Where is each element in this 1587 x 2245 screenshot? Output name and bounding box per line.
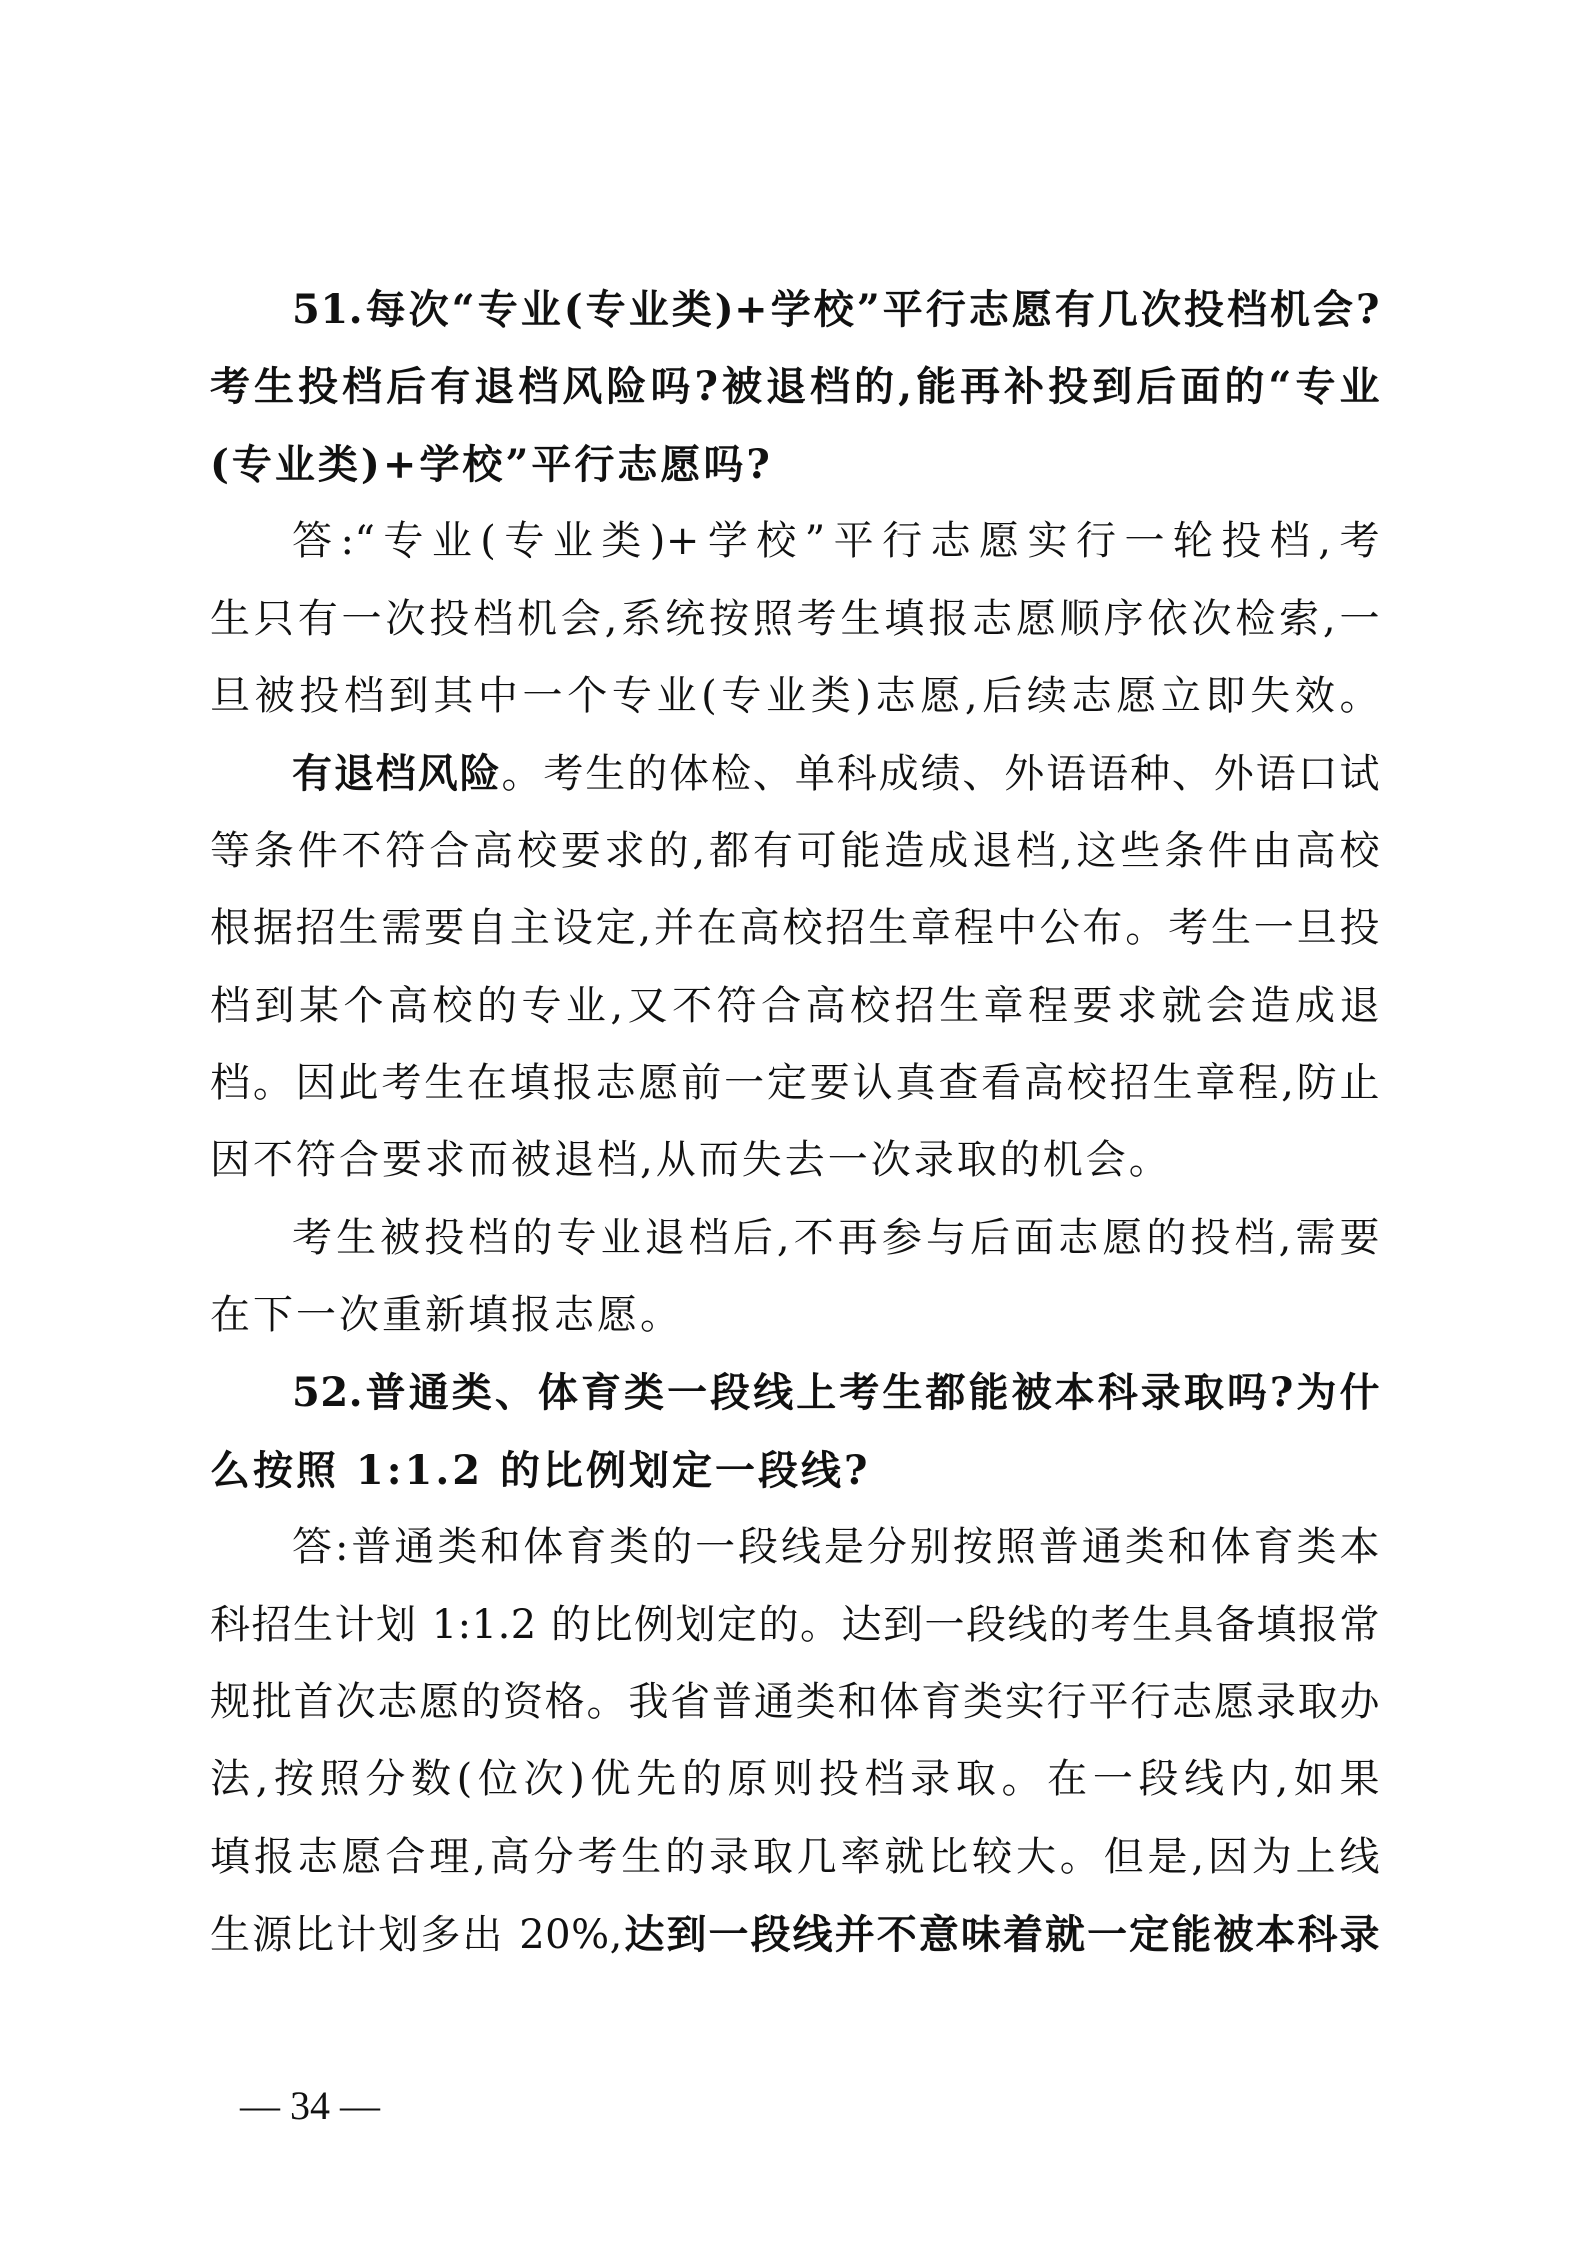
- answer-51-line: 档。因此考生在填报志愿前一定要认真查看高校招生章程,防止: [210, 1059, 1380, 1106]
- emphasis-text: 有退档风险: [292, 750, 502, 798]
- answer-52-line: 规批首次志愿的资格。我省普通类和体育类实行平行志愿录取办: [210, 1679, 1380, 1726]
- question-51-title-line: 51.每次“专业(专业类)+学校”平行志愿有几次投档机会?: [292, 286, 1380, 333]
- answer-52-line: 科招生计划 1:1.2 的比例划定的。达到一段线的考生具备填报常: [210, 1601, 1380, 1648]
- line-text: 。考生的体检、单科成绩、外语语种、外语口试: [501, 751, 1380, 798]
- question-51-title-line: (专业类)+学校”平行志愿吗?: [210, 440, 773, 488]
- answer-51-line: 答:“专业(专业类)+学校”平行志愿实行一轮投档,考: [292, 518, 1380, 565]
- line-text: 生源比计划多出 20%,: [210, 1912, 623, 1959]
- answer-51-line: 因不符合要求而被退档,从而失去一次录取的机会。: [210, 1137, 1172, 1184]
- answer-51-line: 档到某个高校的专业,又不符合高校招生章程要求就会造成退: [210, 982, 1380, 1029]
- emphasis-text: 达到一段线并不意味着就一定能被本科录: [622, 1911, 1381, 1959]
- question-52-title-line: 么按照 1:1.2 的比例划定一段线?: [210, 1446, 871, 1494]
- question-51-title-line: 考生投档后有退档风险吗?被退档的,能再补投到后面的“专业: [210, 363, 1380, 411]
- answer-51-line: [210, 735, 1380, 812]
- answer-51-line: 等条件不符合高校要求的,都有可能造成退档,这些条件由高校: [210, 827, 1380, 874]
- answer-52-line: 答:普通类和体育类的一段线是分别按照普通类和体育类本: [292, 1524, 1380, 1571]
- question-52-title-line: 52.普通类、体育类一段线上考生都能被本科录取吗?为什: [292, 1369, 1380, 1417]
- answer-52-line: 法,按照分数(位次)优先的原则投档录取。在一段线内,如果: [210, 1756, 1380, 1803]
- answer-51-line: 根据招生需要自主设定,并在高校招生章程中公布。考生一旦投: [210, 905, 1380, 952]
- answer-52-line: 填报志愿合理,高分考生的录取几率就比较大。但是,因为上线: [210, 1833, 1380, 1880]
- answer-51-line: 旦被投档到其中一个专业(专业类)志愿,后续志愿立即失效。: [210, 672, 1380, 719]
- answer-52-line: [210, 1896, 1380, 1973]
- answer-51-line: 生只有一次投档机会,系统按照考生填报志愿顺序依次检索,一: [210, 595, 1380, 642]
- document-body: [210, 271, 1380, 1974]
- page-number: — 34 —: [240, 2083, 380, 2128]
- answer-51-line: 考生被投档的专业退档后,不再参与后面志愿的投档,需要: [292, 1214, 1380, 1261]
- answer-51-line: 在下一次重新填报志愿。: [210, 1292, 683, 1339]
